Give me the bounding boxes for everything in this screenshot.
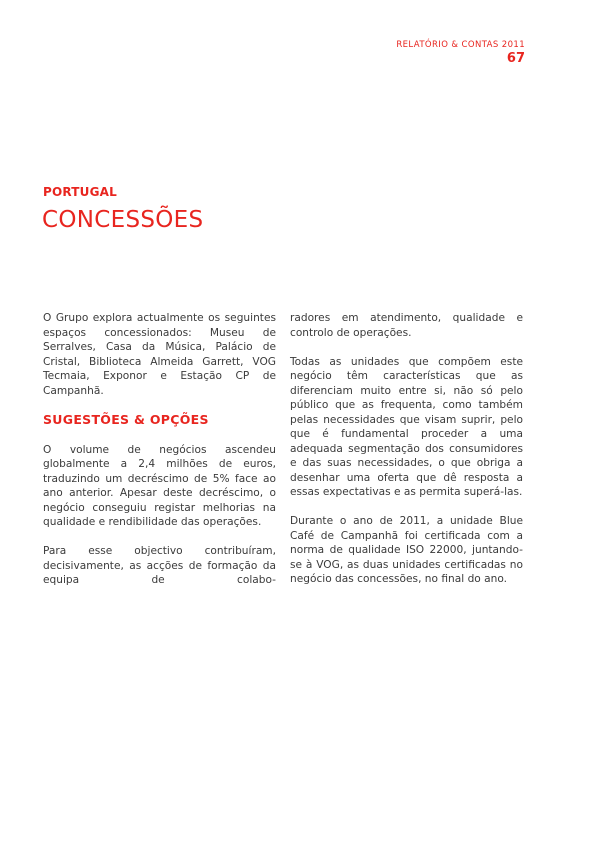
left-column: [43, 311, 276, 602]
body-paragraph: Todas as unidades que compõem este negócio têm características que as diferenciam muito entre si, não só pelo público que as frequenta, como também pelas necessidades que visam suprir, pelo que é fundamental proceder a uma adequada segmentação dos consumidores e das suas necessidades, o que obriga a desenhar uma oferta que dê resposta a essas expectativas e as permita superá-las.: [290, 355, 523, 498]
intro-paragraph: O Grupo explora actualmente os seguintes espaços concessionados: Museu de Serralves, Casa da Música, Palácio de Cristal, Biblioteca Almeida Garrett, VOG Tecmaia, Exponor e Estação CP de Campanhã.: [43, 312, 276, 397]
section-label: PORTUGAL: [43, 185, 118, 199]
page-header: [396, 40, 525, 67]
body-paragraph: Durante o ano de 2011, a unidade Blue Café de Campanhã foi certificada com a norma de qualidade ISO 22000, juntando-se à VOG, as duas unidades certificadas no negócio das concessões, no final do ano.: [290, 515, 523, 585]
page-number: 67: [506, 51, 525, 66]
subheading: SUGESTÕES & OPÇÕES: [43, 412, 209, 427]
body-paragraph: Para esse objectivo contribuíram, decisivamente, as acções de formação da equipa de colabo-: [43, 545, 276, 586]
body-paragraph: radores em atendimento, qualidade e controlo de operações.: [290, 312, 523, 339]
body-paragraph: O volume de negócios ascendeu globalmente a 2,4 milhões de euros, traduzindo um decréscimo de 5% face ao ano anterior. Apesar deste decréscimo, o negócio conseguiu registar melhorias na qualidade e rendibilidade das operações.: [43, 443, 276, 528]
right-column: [290, 311, 523, 601]
page-title: CONCESSÕES: [42, 207, 204, 233]
document-title: RELATÓRIO & CONTAS 2011: [396, 40, 525, 50]
